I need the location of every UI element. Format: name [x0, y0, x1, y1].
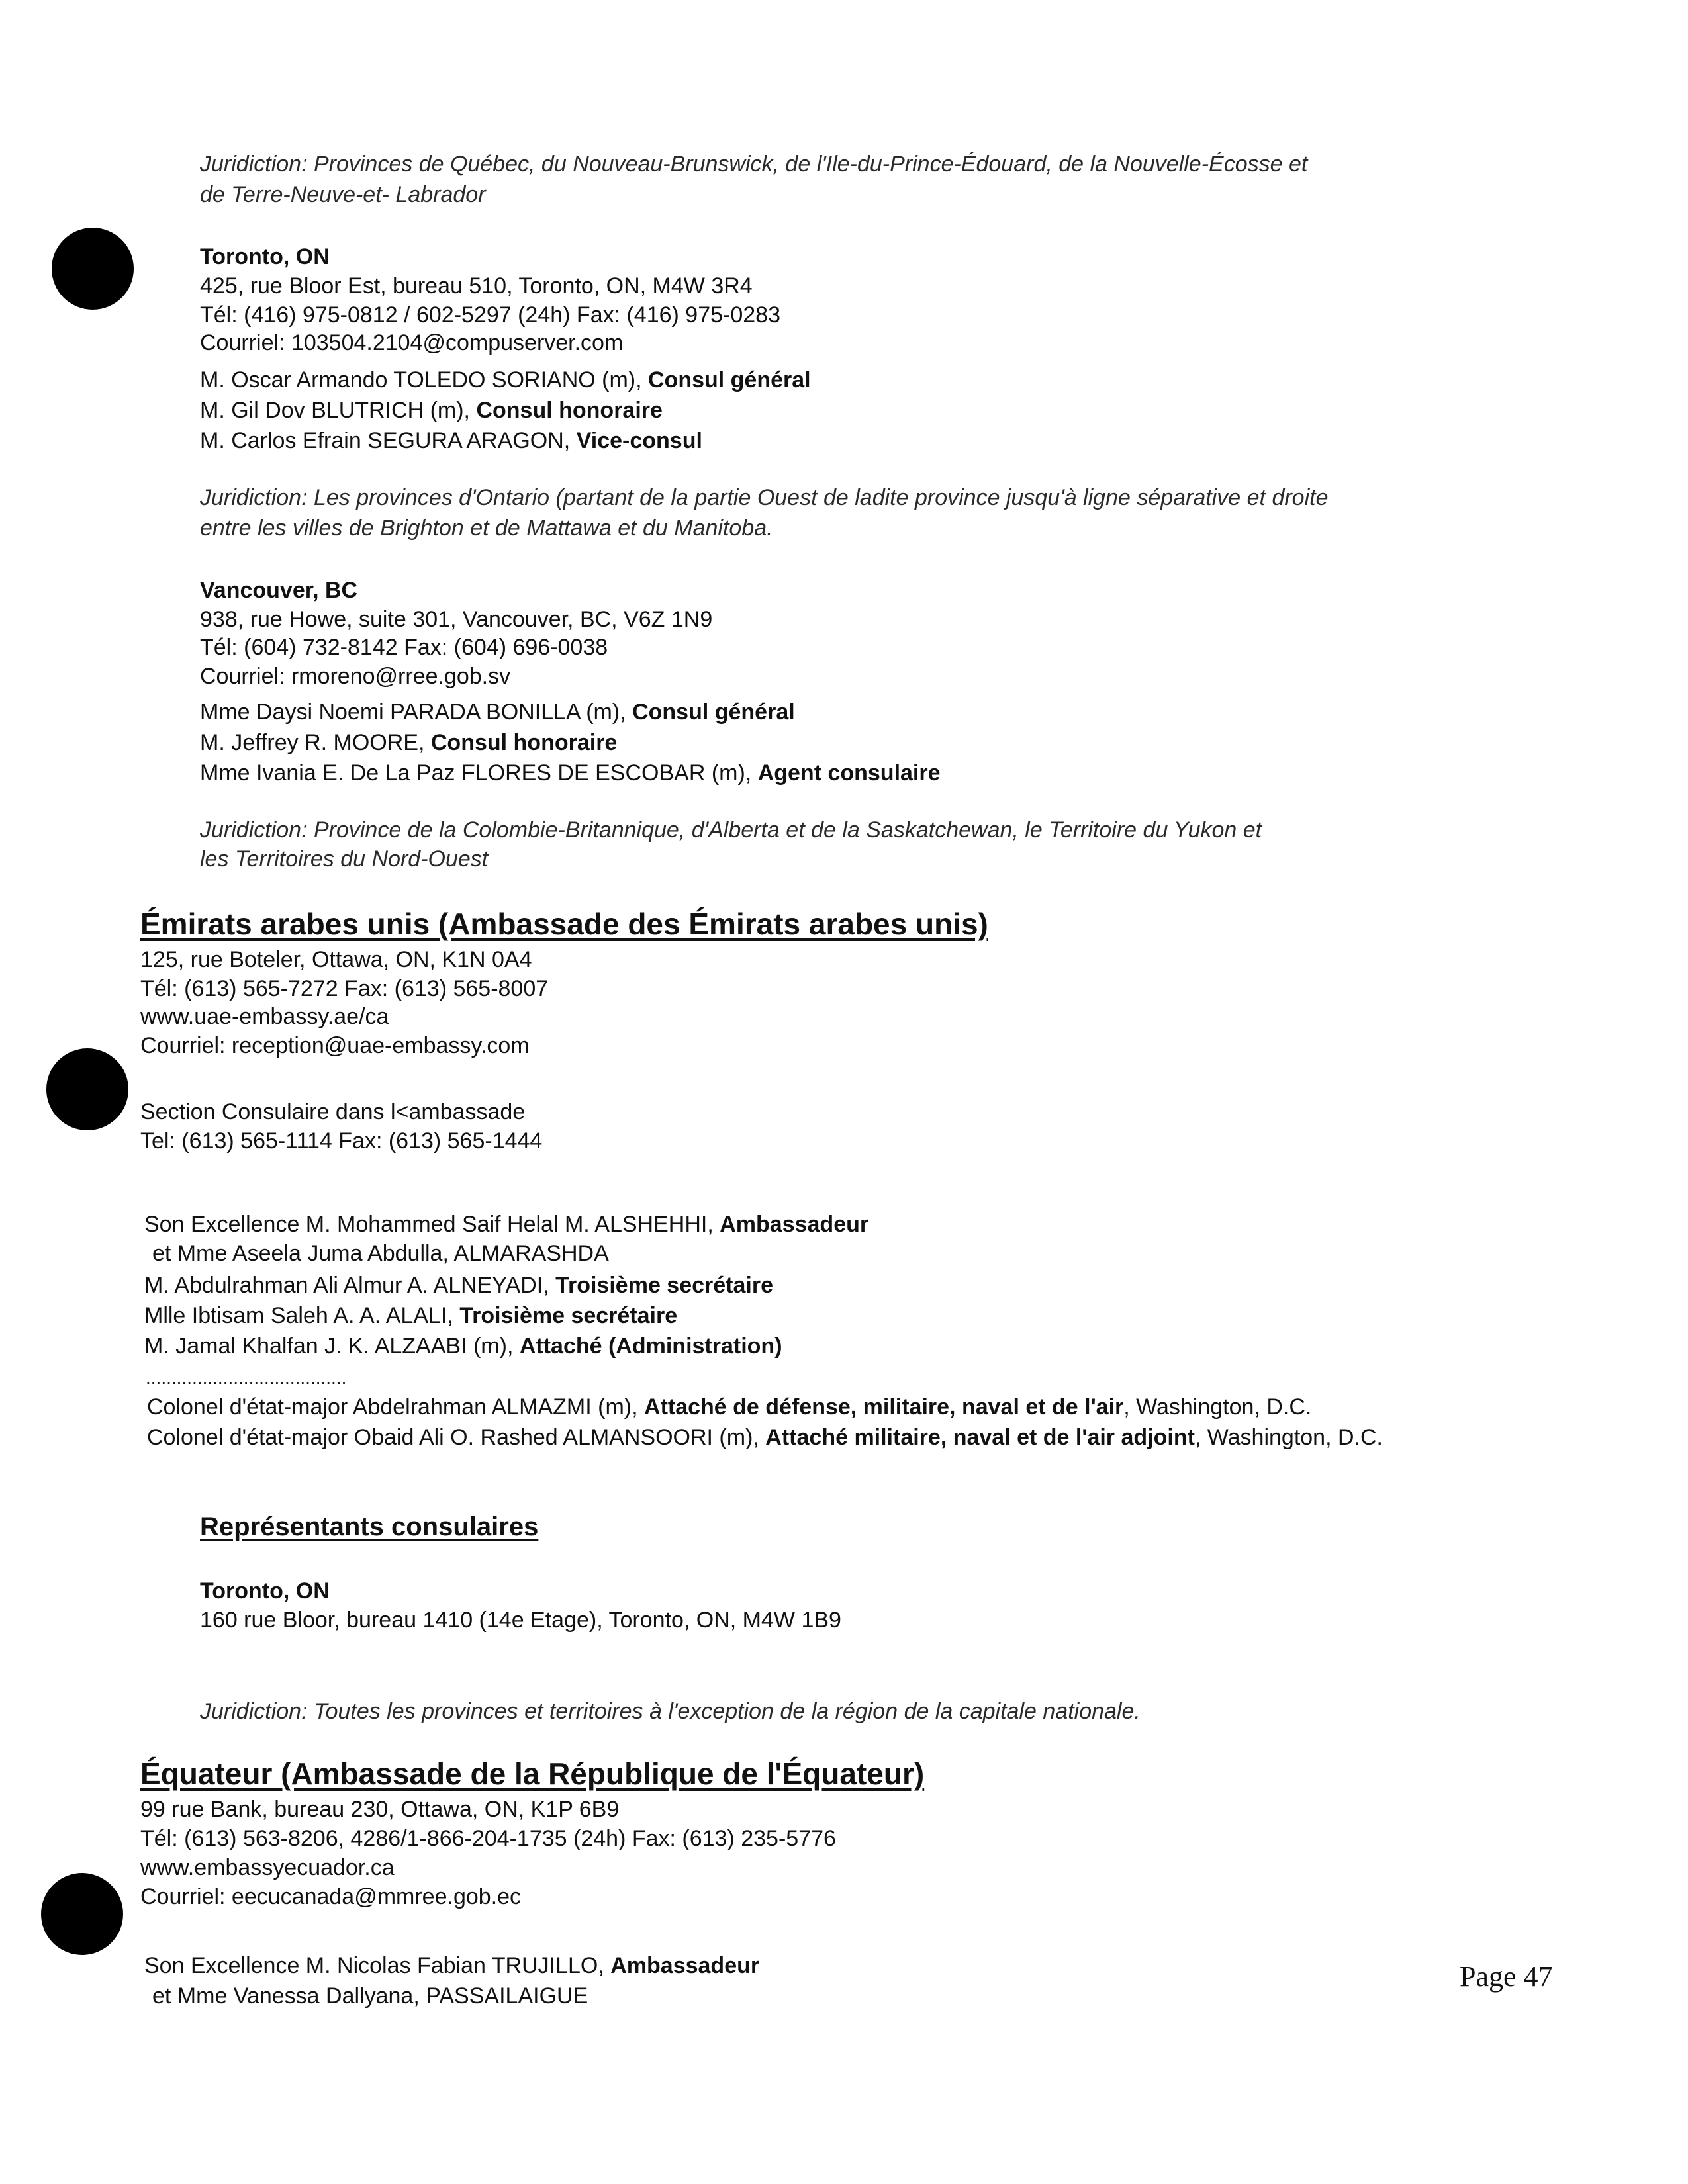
staff-name: Mme Ivania E. De La Paz FLORES DE ESCOBAR (m),: [200, 760, 758, 786]
qc-jurisdiction-line2: de Terre-Neuve-et- Labrador: [200, 182, 486, 207]
ambassador-title: Ambassadeur: [610, 1953, 760, 1978]
staff-title: Troisième secrétaire: [555, 1273, 773, 1298]
staff-entry: [200, 758, 941, 788]
staff-title: Consul honoraire: [430, 730, 618, 755]
toronto-city: Toronto, ON: [200, 244, 330, 269]
ecuador-heading: Équateur (Ambassade de la République de l'Équateur): [140, 1756, 925, 1791]
staff-title: Troisième secrétaire: [459, 1303, 678, 1328]
bullet-marker: [41, 1873, 123, 1955]
staff-title: Agent consulaire: [757, 760, 941, 786]
staff-entry: [144, 1271, 773, 1300]
qc-jurisdiction-line1: Juridiction: Provinces de Québec, du Nouveau-Brunswick, de l'Ile-du-Prince-Édouard, de la Nouvelle-Écosse et: [200, 152, 1308, 177]
staff-entry: [200, 426, 702, 455]
staff-name: M. Carlos Efrain SEGURA ARAGON,: [200, 428, 577, 453]
uae-phone: Tél: (613) 565-7272 Fax: (613) 565-8007: [140, 976, 549, 1001]
staff-entry: [200, 396, 663, 425]
staff-entry: [200, 728, 617, 757]
ecuador-address: 99 rue Bank, bureau 230, Ottawa, ON, K1P 6B9: [140, 1797, 620, 1822]
officer-name: Colonel d'état-major Abdelrahman ALMAZMI (m),: [147, 1394, 645, 1420]
staff-entry: [200, 698, 795, 727]
staff-name: Mlle Ibtisam Saleh A. A. ALALI,: [144, 1303, 460, 1328]
toronto-address: 425, rue Bloor Est, bureau 510, Toronto, ON, M4W 3R4: [200, 273, 753, 298]
uae-spouse: et Mme Aseela Juma Abdulla, ALMARASHDA: [152, 1241, 609, 1266]
toronto-jurisdiction-line1: Juridiction: Les provinces d'Ontario (partant de la partie Ouest de ladite province jusqu'à ligne séparative et droite: [200, 485, 1329, 510]
staff-entry: [144, 1301, 677, 1330]
uae-ambassador: [144, 1210, 868, 1239]
staff-entry: [144, 1332, 782, 1361]
toronto-phone: Tél: (416) 975-0812 / 602-5297 (24h) Fax: (416) 975-0283: [200, 302, 780, 328]
military-entry: [147, 1392, 1311, 1422]
uae-jurisdiction: Juridiction: Toutes les provinces et territoires à l'exception de la région de la capitale nationale.: [200, 1699, 1141, 1724]
military-entry: [147, 1423, 1383, 1452]
staff-title: Consul général: [632, 700, 795, 725]
uae-consular-phone: Tel: (613) 565-1114 Fax: (613) 565-1444: [140, 1128, 543, 1154]
staff-title: Consul honoraire: [476, 398, 663, 423]
officer-location: , Washington, D.C.: [1123, 1394, 1312, 1420]
uae-toronto-city: Toronto, ON: [200, 1578, 330, 1604]
officer-title: Attaché de défense, militaire, naval et de l'air: [644, 1394, 1124, 1420]
ecuador-ambassador: [144, 1951, 759, 1980]
page-number: Page 47: [1460, 1960, 1553, 1993]
staff-name: Mme Daysi Noemi PARADA BONILLA (m),: [200, 700, 633, 725]
staff-name: M. Jamal Khalfan J. K. ALZAABI (m),: [144, 1334, 520, 1359]
bullet-marker: [52, 228, 134, 310]
uae-website: www.uae-embassy.ae/ca: [140, 1004, 389, 1029]
vancouver-address: 938, rue Howe, suite 301, Vancouver, BC, V6Z 1N9: [200, 607, 713, 632]
ecuador-phone: Tél: (613) 563-8206, 4286/1-866-204-1735 (24h) Fax: (613) 235-5776: [140, 1826, 836, 1851]
ecuador-email: Courriel: eecucanada@mmree.gob.ec: [140, 1884, 522, 1909]
ambassador-name: Son Excellence M. Mohammed Saif Helal M. ALSHEHHI,: [144, 1212, 720, 1237]
officer-name: Colonel d'état-major Obaid Ali O. Rashed ALMANSOORI (m),: [147, 1425, 766, 1450]
vancouver-phone: Tél: (604) 732-8142 Fax: (604) 696-0038: [200, 635, 608, 660]
dotted-separator: .......................................: [146, 1367, 347, 1388]
staff-name: M. Gil Dov BLUTRICH (m),: [200, 398, 477, 423]
uae-address: 125, rue Boteler, Ottawa, ON, K1N 0A4: [140, 947, 532, 972]
ecuador-spouse: et Mme Vanessa Dallyana, PASSAILAIGUE: [152, 1983, 588, 2009]
uae-consular-heading: Représentants consulaires: [200, 1512, 539, 1541]
staff-name: M. Oscar Armando TOLEDO SORIANO (m),: [200, 367, 648, 392]
staff-title: Consul général: [648, 367, 811, 392]
toronto-email: Courriel: 103504.2104@compuserver.com: [200, 330, 624, 355]
ecuador-website: www.embassyecuador.ca: [140, 1855, 395, 1880]
ambassador-name: Son Excellence M. Nicolas Fabian TRUJILLO,: [144, 1953, 611, 1978]
staff-name: M. Abdulrahman Ali Almur A. ALNEYADI,: [144, 1273, 556, 1298]
uae-email: Courriel: reception@uae-embassy.com: [140, 1033, 530, 1058]
officer-title: Attaché militaire, naval et de l'air adjoint: [765, 1425, 1195, 1450]
staff-title: Attaché (Administration): [519, 1334, 782, 1359]
ambassador-title: Ambassadeur: [720, 1212, 869, 1237]
staff-entry: [200, 365, 811, 394]
vancouver-email: Courriel: rmoreno@rree.gob.sv: [200, 664, 511, 689]
officer-location: , Washington, D.C.: [1194, 1425, 1383, 1450]
vancouver-jurisdiction-line2: les Territoires du Nord-Ouest: [200, 846, 489, 872]
staff-title: Vice-consul: [576, 428, 702, 453]
uae-toronto-address: 160 rue Bloor, bureau 1410 (14e Etage), Toronto, ON, M4W 1B9: [200, 1608, 841, 1633]
uae-consular-section: Section Consulaire dans l<ambassade: [140, 1099, 526, 1124]
vancouver-city: Vancouver, BC: [200, 578, 358, 603]
vancouver-jurisdiction-line1: Juridiction: Province de la Colombie-Britannique, d'Alberta et de la Saskatchewan, le Territoire du Yukon et: [200, 817, 1262, 842]
bullet-marker: [46, 1048, 128, 1130]
toronto-jurisdiction-line2: entre les villes de Brighton et de Mattawa et du Manitoba.: [200, 516, 773, 541]
uae-heading: Émirats arabes unis (Ambassade des Émirats arabes unis): [140, 907, 988, 941]
staff-name: M. Jeffrey R. MOORE,: [200, 730, 431, 755]
